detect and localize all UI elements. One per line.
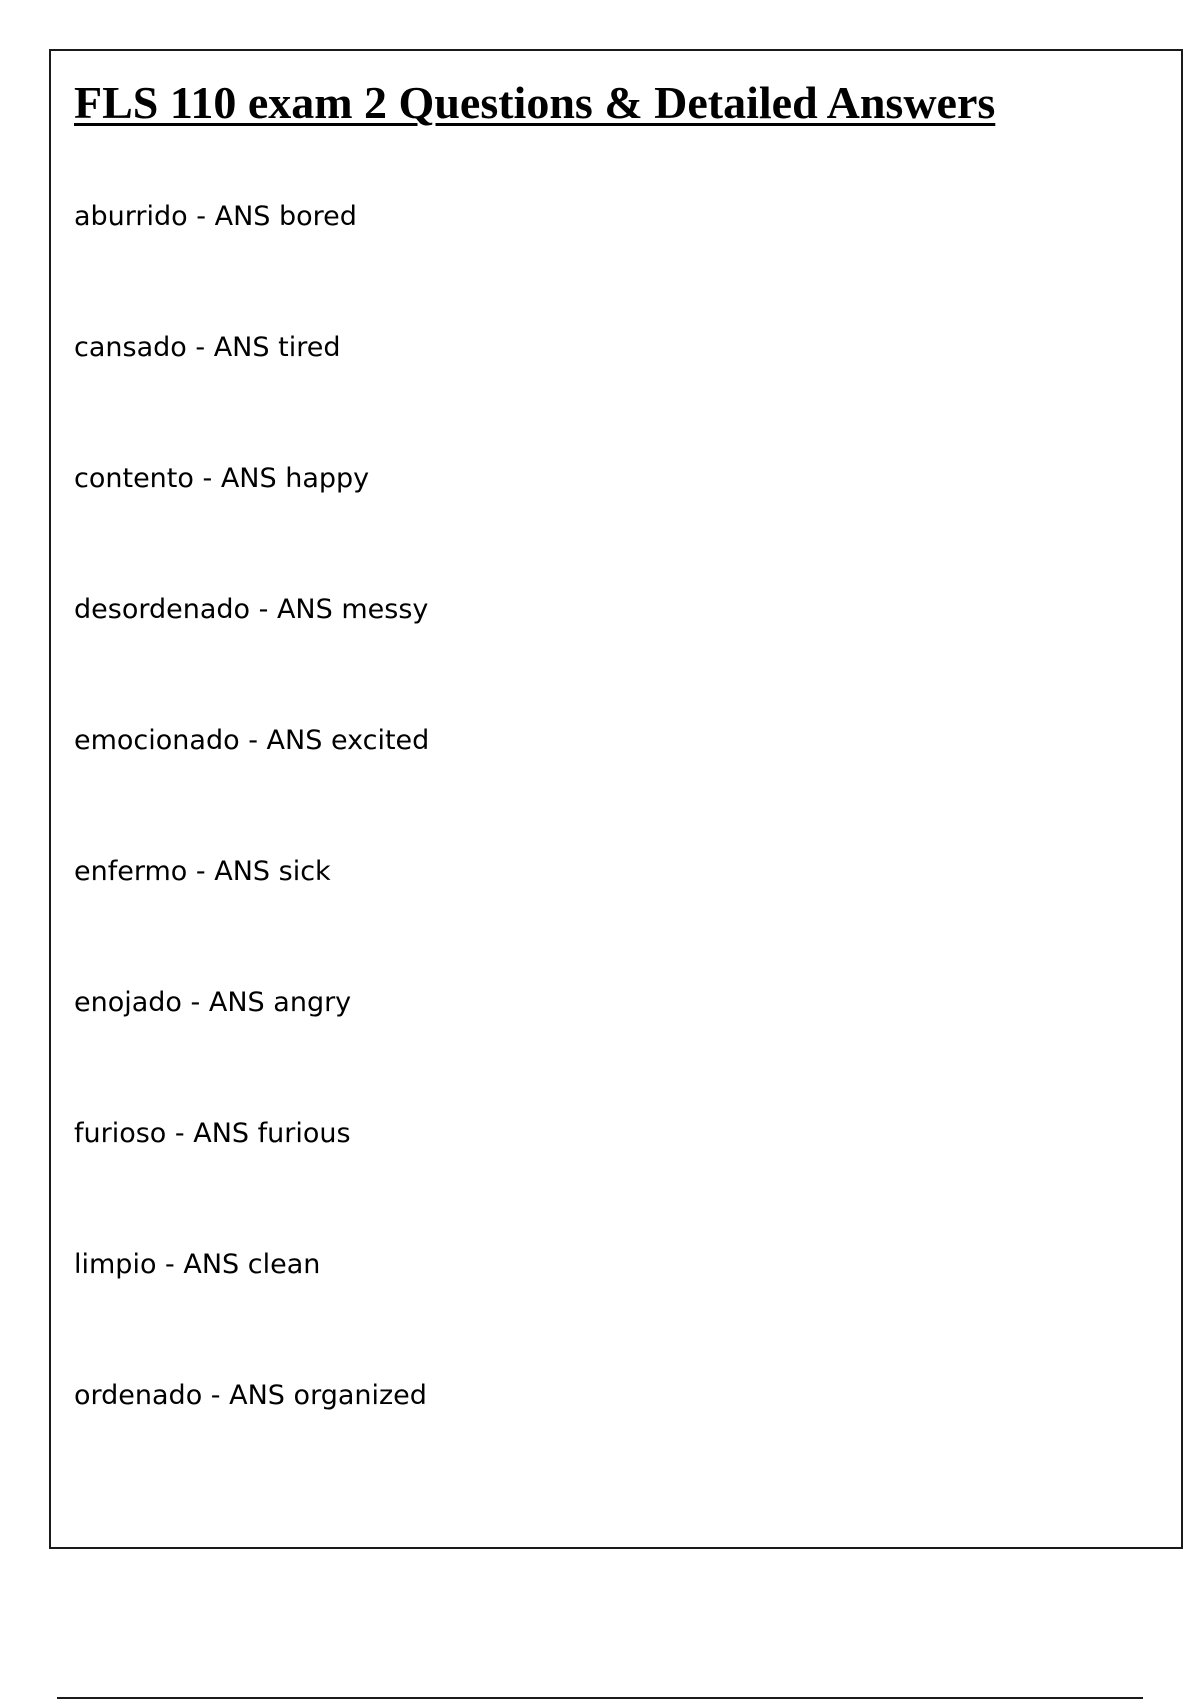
qa-separator [182, 987, 209, 1018]
qa-term: cansado [74, 332, 187, 363]
qa-item [74, 463, 429, 594]
qa-answer: sick [278, 856, 331, 887]
qa-separator [166, 1118, 193, 1149]
qa-separator [240, 725, 267, 756]
qa-term: emocionado [74, 725, 240, 756]
qa-answer-prefix: ANS [213, 332, 270, 363]
qa-answer-prefix: ANS [266, 725, 323, 756]
qa-answer: happy [285, 463, 370, 494]
qa-answer: messy [341, 594, 429, 625]
qa-term: contento [74, 463, 194, 494]
qa-term: enfermo [74, 856, 188, 887]
qa-answer: tired [278, 332, 341, 363]
document-title: FLS 110 exam 2 Questions & Detailed Answers [74, 77, 996, 128]
qa-item [74, 332, 429, 463]
qa-separator [156, 1249, 183, 1280]
qa-separator [202, 1380, 229, 1411]
qa-answer: angry [273, 987, 352, 1018]
qa-answer-prefix: ANS [193, 1118, 250, 1149]
qa-item [74, 725, 429, 856]
qa-answer-prefix: ANS [220, 463, 277, 494]
footer-divider [57, 1697, 1143, 1699]
qa-answer-prefix: ANS [276, 594, 333, 625]
qa-answer-prefix: ANS [214, 201, 271, 232]
qa-answer-prefix: ANS [229, 1380, 285, 1411]
qa-answer-prefix: ANS [208, 987, 265, 1018]
qa-term: ordenado [74, 1380, 203, 1411]
qa-item [74, 1380, 429, 1511]
qa-item [74, 1118, 429, 1249]
qa-separator [187, 856, 214, 887]
qa-answer-prefix: ANS [183, 1249, 240, 1280]
qa-separator [250, 594, 277, 625]
qa-term: enojado [74, 987, 182, 1018]
qa-separator [188, 201, 215, 232]
qa-answer: furious [257, 1118, 351, 1149]
qa-item [74, 856, 429, 987]
qa-answer: clean [247, 1249, 321, 1280]
qa-separator [187, 332, 214, 363]
qa-term: aburrido [74, 201, 188, 232]
qa-list [74, 201, 429, 1511]
page-frame [49, 49, 1183, 1549]
qa-answer: organized [293, 1380, 427, 1411]
qa-answer: excited [330, 725, 430, 756]
qa-item [74, 987, 429, 1118]
qa-term: limpio [74, 1249, 157, 1280]
qa-separator [194, 463, 221, 494]
qa-term: furioso [74, 1118, 167, 1149]
qa-item [74, 1249, 429, 1380]
qa-item [74, 594, 429, 725]
qa-answer-prefix: ANS [214, 856, 271, 887]
qa-answer: bored [279, 201, 357, 232]
qa-term: desordenado [74, 594, 251, 625]
qa-item [74, 201, 429, 332]
